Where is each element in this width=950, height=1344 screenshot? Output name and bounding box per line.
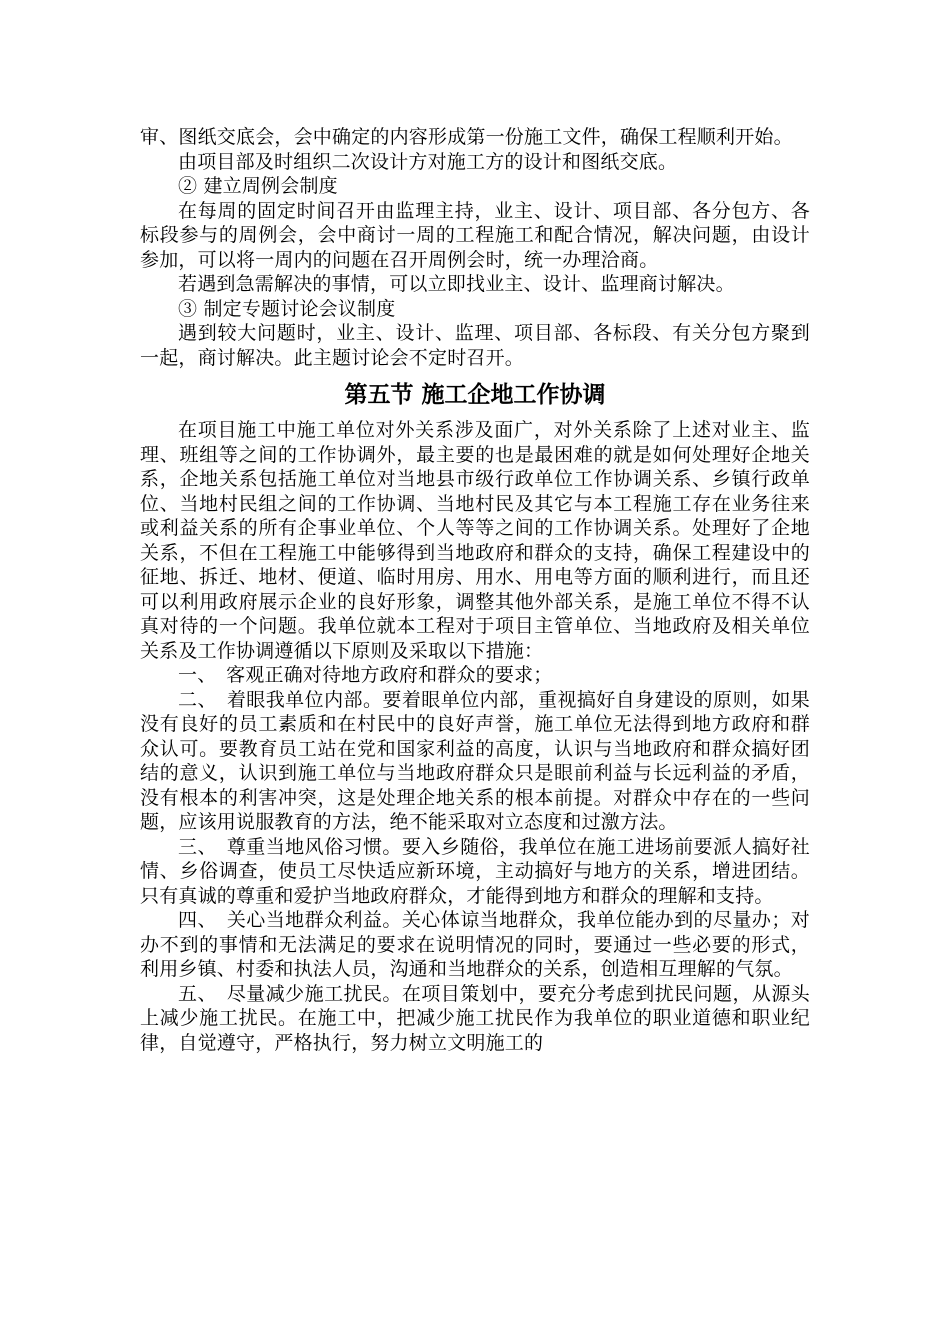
list-item: 一、 客观正确对待地方政府和群众的要求； [178,664,553,686]
section-title: 第五节 施工企地工作协调 [344,382,606,408]
list-item: 五、 尽量减少施工扰民。在项目策划中，要充分考虑到扰民问题，从源头上减少施工扰民。在施工中，把减少施工扰民作为我单位的职业道德和职业纪律，自觉遵守，严格执行，努力树立文明施工的 [140,982,810,1054]
subheading: ② 建立周例会制度 [178,175,338,197]
paragraphs-after [140,418,810,1055]
paragraph: 审、图纸交底会，会中确定的内容形成第一份施工文件，确保工程顺利开始。 [140,126,793,148]
paragraph: 若遇到急需解决的事情，可以立即找业主、设计、监理商讨解决。 [178,273,735,295]
document-page [140,125,810,1055]
paragraphs-before [140,125,810,370]
list-item: 四、 关心当地群众利益。关心体谅当地群众，我单位能办到的尽量办；对办不到的事情和无法满足的要求在说明情况的同时，要通过一些必要的形式，利用乡镇、村委和执法人员，沟通和当地群众的关系，创造相互理解的气氛。 [140,909,810,980]
paragraph: 在项目施工中施工单位对外关系涉及面广，对外关系除了上述对业主、监理、班组等之间的工作协调外，最主要的也是最困难的就是如何处理好企地关系，企地关系包括施工单位对当地县市级行政单位工作协调关系、乡镇行政单位、当地村民组之间的工作协调、当地村民及其它与本工程施工存在业务往来或利益关系的所有企事业单位、个人等等之间的工作协调关系。处理好了企地关系，不但在工程施工中能够得到当地政府和群众的支持，确保工程建设中的征地、拆迁、地材、便道、临时用房、用水、用电等方面的顺利进行，而且还可以利用政府展示企业的良好形象，调整其他外部关系，是施工单位不得不认真对待的一个问题。我单位就本工程对于项目主管单位、当地政府及相关单位关系及工作协调遵循以下原则及采取以下措施： [140,419,810,662]
paragraph: 由项目部及时组织二次设计方对施工方的设计和图纸交底。 [178,150,678,173]
subheading: ③ 制定专题讨论会议制度 [178,297,396,320]
list-item: 三、 尊重当地风俗习惯。要入乡随俗，我单位在施工进场前要派人搞好社情、乡俗调查，使员工尽快适应新环境，主动搞好与地方的关系，增进团结。只有真诚的尊重和爱护当地政府群众，才能得到地方和群众的理解和支持。 [140,835,810,907]
paragraph: 遇到较大问题时，业主、设计、监理、项目部、各标段、有关分包方聚到一起，商讨解决。此主题讨论会不定时召开。 [140,322,810,369]
paragraph: 在每周的固定时间召开由监理主持，业主、设计、项目部、各分包方、各标段参与的周例会，会中商讨一周的工程施工和配合情况，解决问题，由设计参加，可以将一周内的问题在召开周例会时，统一办理洽商。 [140,199,810,271]
list-item: 二、 着眼我单位内部。要着眼单位内部，重视搞好自身建设的原则，如果没有良好的员工素质和在村民中的良好声誉，施工单位无法得到地方政府和群众认可。要教育员工站在党和国家利益的高度，认识与当地政府和群众搞好团结的意义，认识到施工单位与当地政府群众只是眼前利益与长远利益的矛盾，没有根本的利害冲突，这是处理企地关系的根本前提。对群众中存在的一些问题，应该用说服教育的方法，绝不能采取对立态度和过激方法。 [140,688,810,833]
